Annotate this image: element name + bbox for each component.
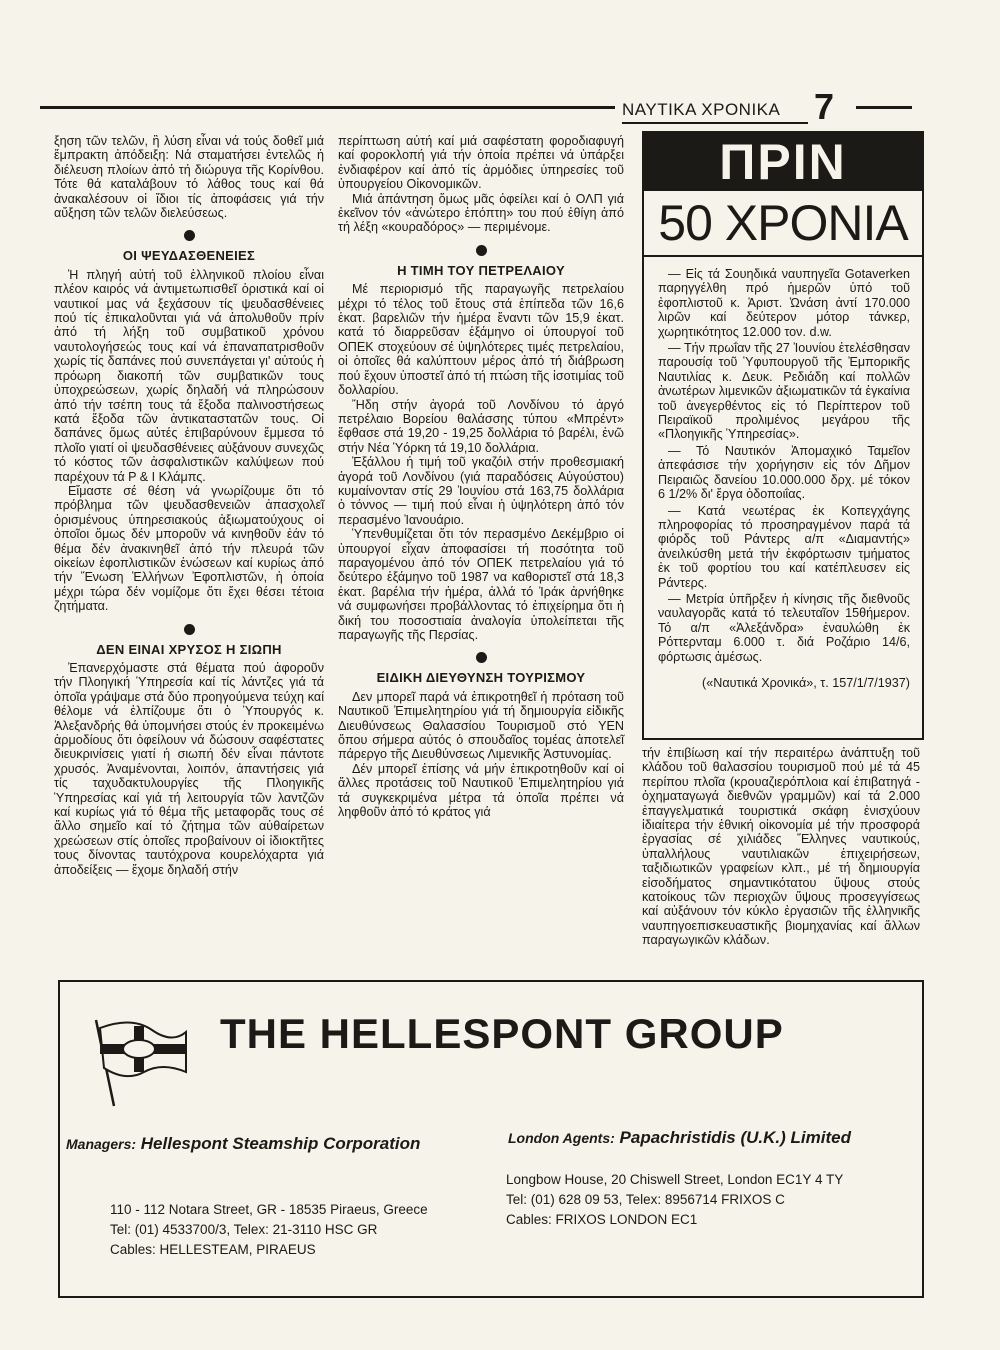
column-1 xyxy=(54,134,324,877)
box-item: — Τήν πρωΐαν τῆς 27 Ἰουνίου ἐτελέσθησαν παρουσίᾳ τοῦ Ὑφυπουργοῦ τῆς Ἐμπορικῆς Ναυτιλίας κ. Δευκ. Ρεδιάδη καί πολλῶν ἀνωτέρων λιμενικῶν ἀξιωματικῶν τά ἐγκαίνια τοῦ ἀνεγερθέντος εἰς τό Περίπτερον τοῦ Πειραϊκοῦ προλιμένος μεγάρου τῆς «Πλοηγικῆς Ὑπηρεσίας». xyxy=(658,341,910,442)
box-text xyxy=(658,267,910,692)
box-item: — Μετρία ὑπῆρξεν ἡ κίνησις τῆς διεθνοῦς ναυλαγορᾶς κατά τό τελευταῖον 15θήμερον. Τό α/π «Ἀλεξάνδρα» ἐναυλώθη ἐκ Ρόττερνταμ 6.000 τ. διά Ροζάριο 14/6, φόρτωσις ἀμέσως. xyxy=(658,591,910,664)
header-title: ΝΑΥΤΙΚΑ ΧΡΟΝΙΚΑ xyxy=(622,100,781,119)
hellespont-advertisement xyxy=(58,980,924,1298)
managers-label xyxy=(66,1134,420,1154)
column-2 xyxy=(338,134,624,819)
bullet-dot xyxy=(184,230,195,241)
section3-paragraph: Ἤδη στήν ἀγορά τοῦ Λονδίνου τό ἀργό πετρέλαιο Βορείου θαλάσσης τύπου «Μπρέντ» ἔφθασε στά 19,20 - 19,25 δολλάρια τό βαρέλι, ἐνῶ στήν Νέα Ὑόρκη τά 19,10 δολλάρια. xyxy=(338,397,624,455)
managers-address-line: 110 - 112 Notara Street, GR - 18535 Piraeus, Greece xyxy=(110,1202,428,1217)
col3-paragraph: τήν ἐπιβίωση καί τήν περαιτέρω ἀνάπτυξη τοῦ κλάδου τοῦ θαλασσίου τουρισμοῦ πού μέ τά 45 περίπου πλοῖα (κρουαζιερόπλοια καί ἐπιβατηγά - ὀχηματαγωγά διεθνῶν γραμμῶν) καί τά 2.000 ἐπαγγελματικά τουριστικά σκάφη ἐνισχύουν ἰδιαίτερα τήν ἐθνική οἰκονομία μέ τήν προσφορά ἐργασίας σέ χιλιάδες Ἕλληνες ναυτικούς, ὑπαλλήλους ναυτιλιακῶν ἐπιχειρήσεων, ταξιδιωτικῶν γραφείων κλπ., μέ τή δημιουργία εἰσοδήματος σημαντικότατου ὕψους στούς κατοίκους τῶν περιοχῶν ὕψους προσεγγίσεως καί αὐξάνουν τόν κύκλο ἐργασιῶν τῆς ἑλληνικῆς ναυπηγοεπισκευαστικῆς βιομηχανίας καί ἄλλων παραγωγικῶν κλάδων. xyxy=(642,746,920,948)
box-item: — Εἰς τά Σουηδικά ναυπηγεῖα Gotaverken παρηγγέλθη πρό ἡμερῶν ὑπό τοῦ ἐφοπλιστοῦ κ. Ἀριστ. Ὠνάση ἀντί 170.000 λιρῶν καί δεύτερον μότορ τάνκερ, χωρητικότητος 12.000 τον. d.w. xyxy=(658,267,910,339)
box-source: («Ναυτικά Χρονικά», τ. 157/1/7/1937) xyxy=(702,675,910,690)
col2-intro: περίπτωση αὐτή καί μιά σαφέστατη φοροδιαφυγή καί φοροκλοπή γιά τήν ὁποία πρέπει νά ὑπάρξει ἐνδιαφέρον καί ἀπό τίς ἁρμόδιες ὑπηρεσίες τοῦ ὑπουργείου Οἰκονομικῶν. xyxy=(338,134,624,192)
box-title-bottom: 50 ΧΡΟΝΙΑ xyxy=(658,195,908,251)
section2-paragraph: Ἐπανερχόμαστε στά θέματα πού ἀφοροῦν τήν Πλοηγική Ὑπηρεσία καί τίς λάντζες γιά τά ὁποῖα γράψαμε στά δύο προηγούμενα τεύχη καί θέλομε νά ἐλπίζουμε ὅτι ὁ Ὑπουργός κ. Ἀλεξανδρής θά ὑπομνήσει στούς ἐν προκειμένω ἁρμοδίους ὅτι ὀφείλουν νά δώσουν σαφέστατες διευκρινίσεις γιατί ἡ σιωπή δέν εἶναι πάντοτε χρυσός. Ἀναμένονται, λοιπόν, ἀπαντήσεις γιά τίς ταχυδακτυλουργίες τῆς Πλοηγικῆς Ὑπηρεσίας καί γιά τή λειτουργία τῶν λαντζῶν καί κυρίως γιά τό θέμα τῆς μεταφορᾶς τους σέ ἄλλο σημεῖο καί τό ζήτημα τῶν αὐθαίρετων χρεώσεων στίς ὁποῖες προβαίνουν οἱ ἰδιοκτῆτες τους δίνοντας ταυτόχρονα κουρελόχαρτα γιά ἀποδείξεις — ἔχομε δηλαδή στήν xyxy=(54,661,324,877)
managers-prefix: Managers: xyxy=(66,1136,137,1152)
box-item: — Τό Ναυτικόν Ἀπομαχικό Ταμεῖον ἀπεφάσισε τήν χορήγησιν εἰς τόν Δῆμον Πειραιῶς δανείου 10.000.000 δρχ. μέ τόκον 6 1/2% δι' ἔργα ὁδοποιΐας. xyxy=(658,443,910,502)
section1-paragraph: Ἡ πληγή αὐτή τοῦ ἑλληνικοῦ πλοίου εἶναι πλέον καιρός νά ἀντιμετωπισθεῖ ὁριστικά καί οἱ ναυτικοί μας νά ξεχάσουν τίς ψευδασθένειες πού τίς ἐπικαλοῦνται γιά νά ἀπολυθοῦν πρίν ἀπό τή λήξη τοῦ συμβατικοῦ χρόνου ναυτολογήσεώς τους καί νά ἐπαναπατρισθοῦν χωρίς τίς δαπάνες πού συνεπάγεται γι' αὐτούς ἡ πρόωρη διακοπή τῶν συμβατικῶν τους ὑποχρεώσεων, χωρίς δηλαδή νά πληρώσουν ἀπό τήν τσέπη τους τά ἔξοδα παλινοστήσεως κατά ἔξοδα τῶν ἀντικαταστατῶν τους. Οἱ δαπάνες ὅμως αὐτές ἐπιβαρύνουν ἔμμεσα τό πλοῖο γιατί οἱ ψευδασθένειες αὐξάνουν συνεχῶς τό κόστος τῶν ἀσφαλιστικῶν καλύψεων πού παρέχουν τά Ρ & Ι Κλάμπς. xyxy=(54,267,324,484)
agents-label xyxy=(508,1128,851,1148)
section3-paragraph: Ἐξάλλου ἡ τιμή τοῦ γκαζόιλ στήν προθεσμιακή ἀγορά τοῦ Λονδίνου (γιά παραδόσεις Αὐγούστου) κυμαίνονταν στίς 29 Ἰουνίου στά 163,75 δολλάρια ὁ τόννος — τιμή πού εἶναι ἡ ὑψηλότερη ἀπό τόν περασμένο Ἰανουάριο. xyxy=(338,455,624,527)
agents-address-line: Cables: FRIXOS LONDON EC1 xyxy=(506,1212,698,1227)
flag-icon xyxy=(82,1010,192,1110)
bullet-dot xyxy=(476,245,487,256)
box-item: — Κατά νεωτέρας ἐκ Κοπεγχάγης πληροφορίας τό προσηραγμένον παρά τά φιόρδς τοῦ Ράντερς α/π «Διαμαντής» ἀνειλκύσθη μετά τήν ἐκφόρτωσιν τμήματος ἐκ τοῦ φορτίου του καί κατέπλευσεν εἰς Ράντερς. xyxy=(658,503,910,590)
bullet-dot xyxy=(476,652,487,663)
box-title-top: ΠΡΙΝ xyxy=(644,133,922,191)
agents-address-line: Longbow House, 20 Chiswell Street, London EC1Y 4 TY xyxy=(506,1172,844,1187)
section1-paragraph: Εἴμαστε σέ θέση νά γνωρίζουμε ὅτι τό πρόβλημα τῶν ψευδασθενειῶν ἀπασχολεῖ ὁρισμένους ὑπηρεσιακούς ἀξιωματούχους οἱ ὁποῖοι ὅμως δέν μποροῦν νά κινηθοῦν ἐάν τό θέμα δέν ἀνακινηθεῖ ἀπό τήν πλευρά τῶν οἰκείων ἐφοπλιστικῶν ἑνώσεων καί κυρίως ἀπό τήν Ἕνωση Ἑλλήνων Ἐφοπλιστῶν, ἡ ὁποία μέχρι τώρα δέν νομίζομε ὅτι ἔχει θέσει τέτοια ζητήματα. xyxy=(54,483,324,614)
managers-address-line: Cables: HELLESTEAM, PIRAEUS xyxy=(110,1242,316,1257)
managers-address-line: Tel: (01) 4533700/3, Telex: 21-3110 HSC GR xyxy=(110,1222,378,1237)
ad-title: THE HELLESPONT GROUP xyxy=(220,1010,784,1057)
section4-paragraph: Δεν μπορεῖ παρά νά ἐπικροτηθεῖ ἡ πρόταση τοῦ Ναυτικοῦ Ἐπιμελητηρίου γιά τή δημιουργία εἰδικῆς Διευθύνσεως Θαλασσίου Τουρισμοῦ στό ΥΕΝ ὅπου σήμερα αὐτός ὁ σπουδαῖος τομέας ἀποτελεῖ πάρεργο τῆς Διευθύνσεως Λιμενικῆς Ἀστυνομίας. xyxy=(338,689,624,762)
header-rule-left xyxy=(40,106,615,109)
bullet-dot xyxy=(184,624,195,635)
header-rule-mid xyxy=(622,122,808,124)
section-title-pseudo-illness: ΟΙ ΨΕΥΔΑΣΘΕΝΕΙΕΣ xyxy=(122,248,256,264)
box-divider xyxy=(644,255,922,257)
agents-name: Papachristidis (U.K.) Limited xyxy=(619,1128,851,1147)
section4-paragraph: Δέν μπορεῖ ἐπίσης νά μήν ἐπικροτηθοῦν καί οἱ ἄλλες προτάσεις τοῦ Ναυτικοῦ Ἐπιμελητηρίου γιά τά συγκεκριμένα μέτρα τά ὁποῖα πρέπει νά ληφθοῦν ἀπό τό κράτος γιά xyxy=(338,761,624,820)
col2-intro-2: Μιά ἀπάντηση ὅμως μᾶς ὀφείλει καί ὁ ΟΛΠ γιά ἐκεῖνον τόν «ἀνώτερο ἐπόπτη» του πού ἐθίγη ἀπό τή λέξη «κουραδόρος» — περιμένομε. xyxy=(338,191,624,235)
header-rule-right xyxy=(856,106,912,109)
agents-address-line: Tel: (01) 628 09 53, Telex: 8956714 FRIXOS C xyxy=(506,1192,785,1207)
section-title-tourism: ΕΙΔΙΚΗ ΔΙΕΥΘΥΝΣΗ ΤΟΥΡΙΣΜΟΥ xyxy=(376,670,586,686)
column-3-continuation xyxy=(642,746,920,948)
page-number: 7 xyxy=(814,86,835,127)
section3-paragraph: Ὑπενθυμίζεται ὅτι τόν περασμένο Δεκέμβριο οἱ ὑπουργοί εἶχαν ἀποφασίσει τή ποσότητα τοῦ παραγομένου ἀπό τόν ΟΠΕΚ πετρελαίου γιά τό δεύτερο ἑξάμηνο τοῦ 1987 να καθοριστεῖ στά 18,3 ἑκατ. βαρέλια τήν ἡμέρα, ἀλλά τό Ἰράκ ἀρνήθηκε νά συμφωνήσει προβάλλοντας τό ἐπιχείρημα ὅτι ἡ δική του ποσοστιαία ἀναλογία ὑπολείπεται τῆς παραγωγῆς τῆς Περσίας. xyxy=(338,527,624,642)
agents-prefix: London Agents: xyxy=(508,1130,615,1146)
managers-name: Hellespont Steamship Corporation xyxy=(140,1134,421,1153)
fifty-years-ago-box xyxy=(642,131,924,740)
section3-paragraph: Μέ περιορισμό τῆς παραγωγῆς πετρελαίου μέχρι τό τέλος τοῦ ἔτους στά ἐπίπεδα τῶν 16,6 ἑκατ. βαρελιῶν τήν ἡμέρα ἔναντι τῶν 15,9 ἑκατ. κατά τό διαρρεῦσαν ἑξάμηνο οἱ ὑπουργοί τοῦ ΟΠΕΚ στοχεύουν σέ ὑψηλότερες τιμές πετρελαίου, οἱ ὁποῖες θά καλύπτουν μέρος ἀπό τή διάβρωση πού ἔχουν ὑποστεῖ ἀπό τή πτώση τῆς ἰσοτιμίας τοῦ δολλαρίου. xyxy=(338,282,624,398)
section-title-oil-price: Η ΤΙΜΗ ΤΟΥ ΠΕΤΡΕΛΑΙΟΥ xyxy=(397,262,565,278)
section-title-silence: ΔΕΝ ΕΙΝΑΙ ΧΡΥΣΟΣ Η ΣΙΩΠΗ xyxy=(96,641,282,657)
col1-intro: ξηση τῶν τελῶν, ἢ λύση εἶναι νά τούς δοθεῖ μιά ἔμπρακτη ἀπόδειξη: Νά σταματήσει ἐντελῶς ἡ διέλευση πλοίων ἀπό τή διώρυγα τῆς Κορίνθου. Τότε θά καταλάβουν τό λάθος τους καί θά ἀνακαλέσουν οἱ ἴδιοι τίς ἀποφάσεις γιά τήν αὔξηση τῶν τελῶν διελεύσεως. xyxy=(54,134,324,221)
